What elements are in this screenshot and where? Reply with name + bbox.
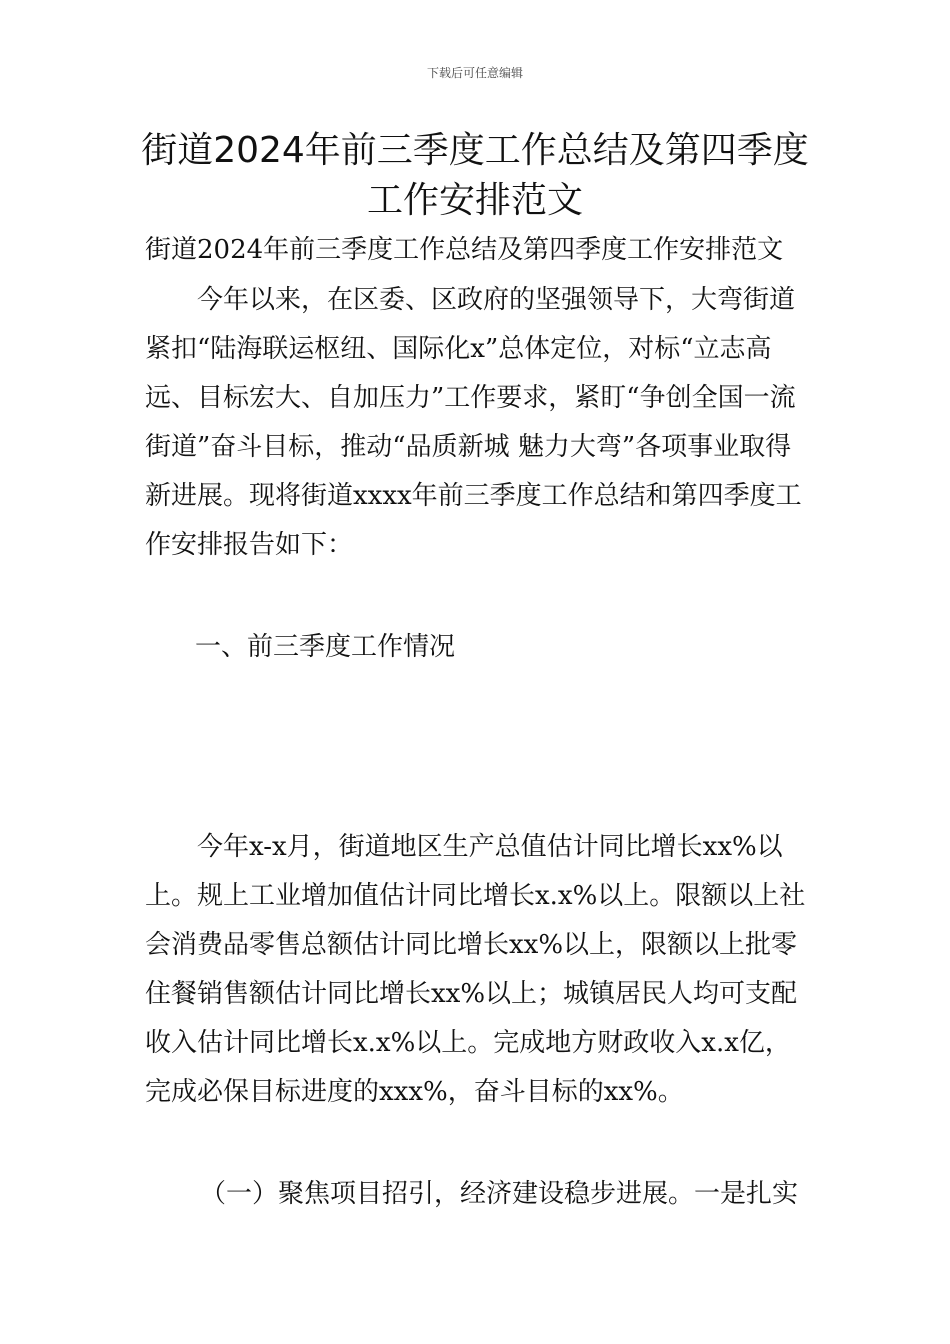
document-subtitle: 街道2024年前三季度工作总结及第四季度工作安排范文 bbox=[145, 235, 784, 265]
document-title-line-1: 街道2024年前三季度工作总结及第四季度 bbox=[141, 130, 809, 171]
subsection-paragraph: （一）聚焦项目招引，经济建设稳步进展。一是扎实 bbox=[200, 1179, 799, 1209]
document-title bbox=[120, 126, 830, 226]
section-heading: 一、前三季度工作情况 bbox=[195, 632, 456, 662]
header-note: 下载后可任意编辑 bbox=[426, 66, 523, 80]
intro-paragraph: 今年以来，在区委、区政府的坚强领导下，大弯街道紧扣“陆海联运枢纽、国际化x”总体定位，对标“立志高远、目标宏大、自加压力”工作要求，紧盯“争创全国一流街道”奋斗目标，推动“品质新城 魅力大弯”各项事业取得新进展。现将街道xxxx年前三季度工作总结和第四季度工作安排报告如下： bbox=[145, 285, 802, 560]
document-title-line-2: 工作安排范文 bbox=[366, 180, 583, 221]
stats-paragraph: 今年x-x月，街道地区生产总值估计同比增长xx%以上。规上工业增加值估计同比增长x.x%以上。限额以上社会消费品零售总额估计同比增长xx%以上，限额以上批零住餐销售额估计同比增长xx%以上；城镇居民人均可支配收入估计同比增长x.x%以上。完成地方财政收入x.x亿，完成必保目标进度的xxx%，奋斗目标的xx%。 bbox=[145, 832, 806, 1107]
